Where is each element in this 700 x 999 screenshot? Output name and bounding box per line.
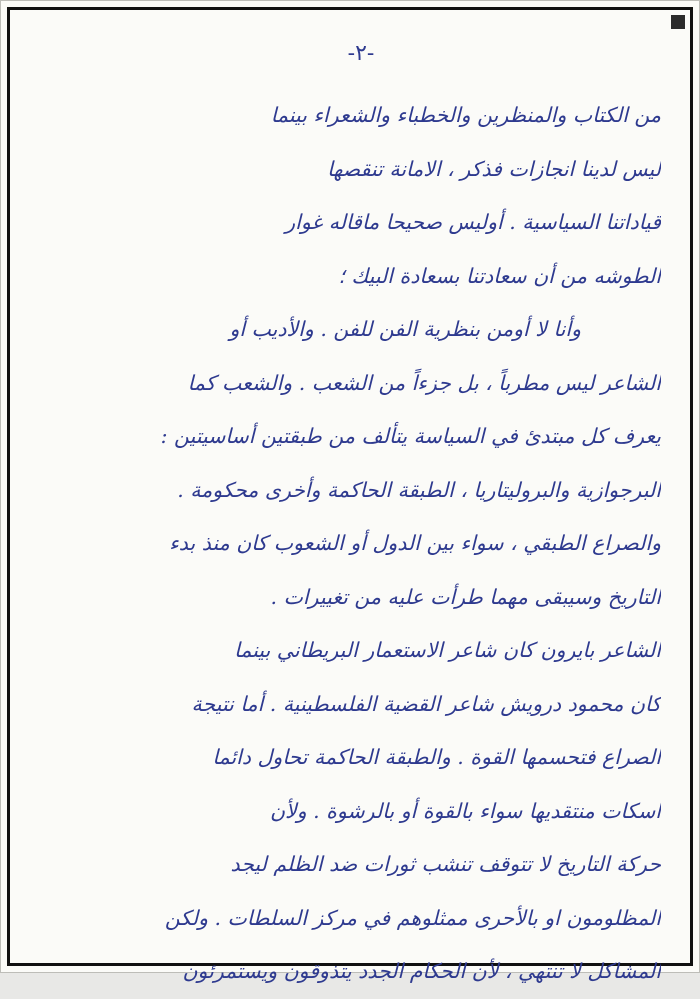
text-line: المشاكل لا تنتهي ، لأن الحكام الجدد يتذوقون ويستمرئون — [182, 959, 661, 983]
handwritten-text-body — [29, 89, 661, 999]
text-line: الشاعر بايرون كان شاعر الاستعمار البريطاني بينما — [234, 638, 661, 662]
page-number: -٢- — [347, 41, 375, 66]
scan-corner-marker — [671, 15, 685, 29]
scan-frame-right — [690, 7, 693, 966]
text-line: المظلومون او بالأحرى ممثلوهم في مركز السلطات . ولكن — [164, 905, 661, 930]
text-line: يعرف كل مبتدئ في السياسة يتألف من طبقتين أساسيتين : — [160, 424, 661, 448]
text-line: اسكات منتقديها سواء بالقوة أو بالرشوة . ولأن — [269, 798, 661, 823]
text-line: الشاعر ليس مطرباً ، بل جزءاً من الشعب . والشعب كما — [187, 370, 661, 395]
scan-frame-top — [7, 7, 693, 10]
text-line: حركة التاريخ لا تتوقف تنشب ثورات ضد الظلم ليجد — [230, 852, 661, 876]
text-line: وأنا لا أومن بنظرية الفن للفن . والأديب أو — [229, 317, 581, 341]
text-line: قياداتنا السياسية . أوليس صحيحا ماقاله غوار — [285, 210, 661, 234]
text-line: البرجوازية والبروليتاريا ، الطبقة الحاكمة وأخرى محكومة . — [177, 477, 661, 502]
text-line: ليس لدينا انجازات فذكر ، الامانة تنقصها — [327, 156, 661, 181]
text-line: الطوشه من أن سعادتنا بسعادة البيك ؛ — [338, 263, 661, 288]
text-line: كان محمود درويش شاعر القضية الفلسطينية . أما نتيجة — [191, 691, 661, 716]
text-line: من الكتاب والمنظرين والخطباء والشعراء بينما — [270, 103, 661, 127]
text-line: والصراع الطبقي ، سواء بين الدول أو الشعوب كان منذ بدء — [169, 531, 661, 555]
text-line: التاريخ وسيبقى مهما طرأت عليه من تغييرات . — [270, 584, 661, 609]
text-line: الصراع فتحسمها القوة . والطبقة الحاكمة تحاول دائما — [212, 745, 661, 769]
scan-frame-left — [7, 7, 10, 966]
